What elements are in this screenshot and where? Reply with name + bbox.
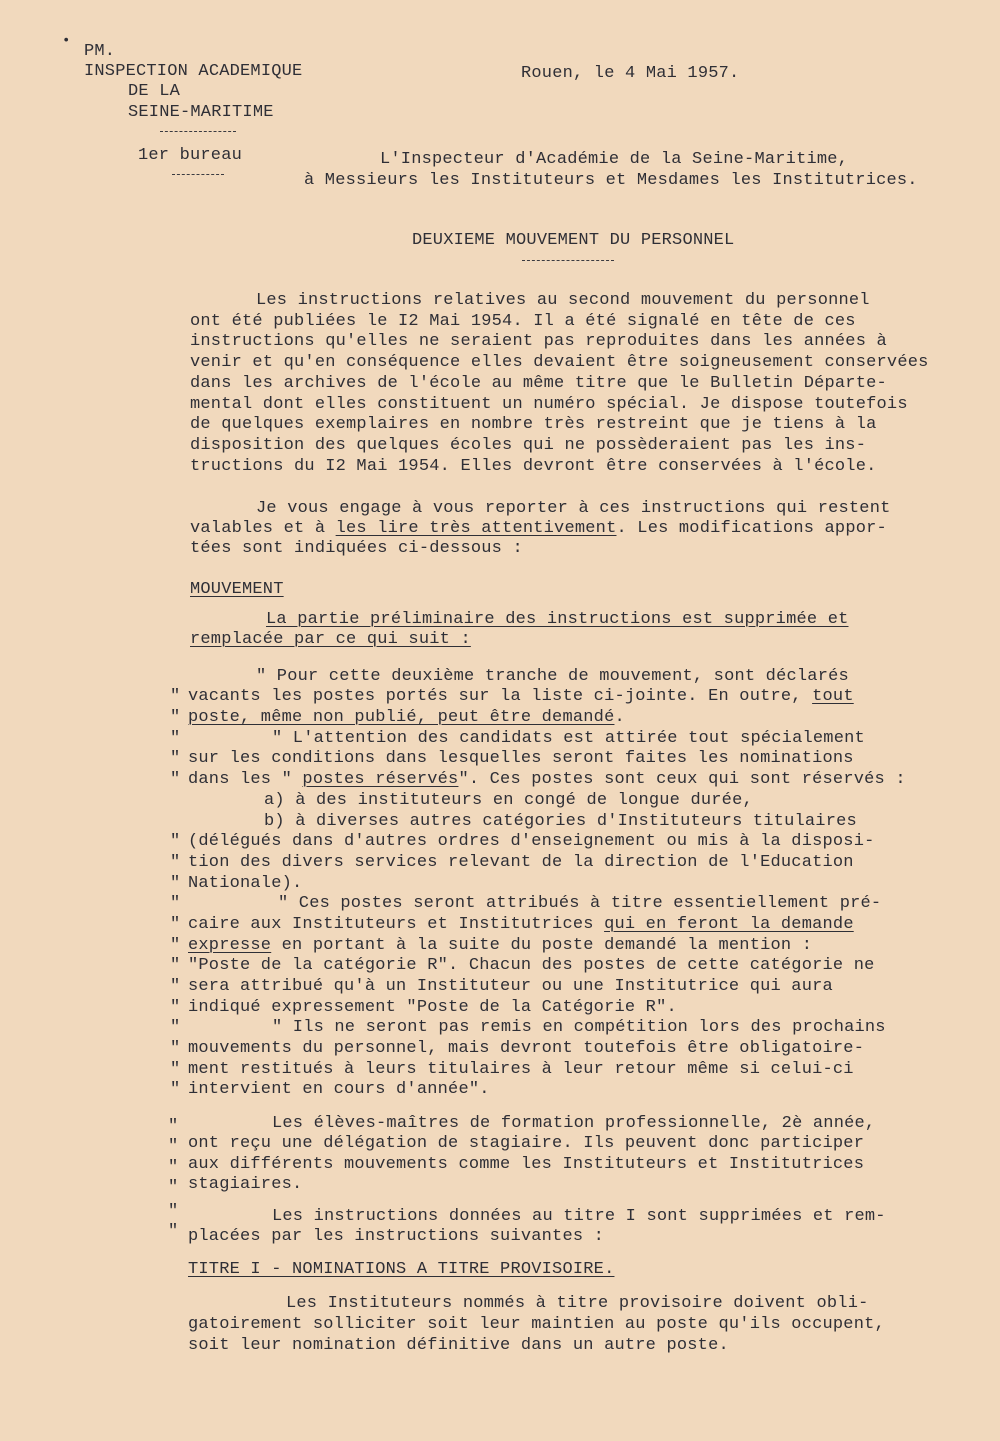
margin-quote: " — [170, 874, 181, 893]
para1-line-5: dans les archives de l'école au même titre que le Bulletin Départe- — [190, 374, 887, 393]
org-line-2: DE LA — [128, 82, 181, 101]
quote-line-2: vacants les postes portés sur la liste ci-jointe. En outre, tout — [188, 687, 854, 706]
org-line-1: INSPECTION ACADEMIQUE — [84, 62, 303, 81]
margin-quote: " — [170, 894, 181, 913]
final-line-2: gatoirement solliciter soit leur maintien au poste qu'ils occupent, — [188, 1315, 885, 1334]
quote-line-10: tion des divers services relevant de la direction de l'Education — [188, 853, 854, 872]
quote-line-6: dans les " postes réservés". Ces postes sont ceux qui sont réservés : — [188, 770, 906, 789]
margin-quote: " — [170, 770, 181, 789]
para1-line-6: mental dont elles constituent un numéro spécial. Je dispose toutefois — [190, 395, 908, 414]
date-line: Rouen, le 4 Mai 1957. — [521, 64, 740, 83]
margin-quote: " — [170, 915, 181, 934]
margin-quote: " — [170, 853, 181, 872]
quote-line-15: "Poste de la catégorie R". Chacun des postes de cette catégorie ne — [188, 956, 875, 975]
eleves-line-1: Les élèves-maîtres de formation professionnelle, 2è année, — [272, 1114, 876, 1133]
titre-intro-line-2: placées par les instructions suivantes : — [188, 1227, 605, 1246]
final-line-3: soit leur nomination définitive dans un autre poste. — [188, 1336, 729, 1355]
emphasis-underline: les lire très attentivement — [335, 519, 617, 538]
margin-quote: " — [168, 1222, 179, 1241]
para1-line-9: tructions du I2 Mai 1954. Elles devront être conservées à l'école. — [190, 457, 877, 476]
eleves-line-4: stagiaires. — [188, 1175, 303, 1194]
quote-line-4: " L'attention des candidats est attirée tout spécialement — [272, 729, 865, 748]
bureau-label: 1er bureau — [138, 146, 243, 165]
margin-quote: " — [168, 1117, 179, 1136]
quote-line-21: intervient en cours d'année". — [188, 1080, 490, 1099]
quote-line-13: caire aux Instituteurs et Institutrices qui en feront la demande — [188, 915, 854, 934]
para1-line-2: ont été publiées le I2 Mai 1954. Il a été signalé en tête de ces — [190, 312, 856, 331]
margin-quote: " — [170, 832, 181, 851]
eleves-line-3: aux différents mouvements comme les Instituteurs et Institutrices — [188, 1155, 865, 1174]
quote-line-11: Nationale). — [188, 874, 303, 893]
document-title: DEUXIEME MOUVEMENT DU PERSONNEL — [412, 231, 735, 250]
mouvement-intro-line-1: La partie préliminaire des instructions est supprimée et — [266, 610, 849, 629]
eleves-line-2: ont reçu une délégation de stagiaire. Ils peuvent donc participer — [188, 1134, 865, 1153]
quote-line-16: sera attribué qu'à un Instituteur ou une Institutrice qui aura — [188, 977, 833, 996]
mouvement-intro-line-2: remplacée par ce qui suit : — [190, 630, 471, 649]
quote-line-7: a) à des instituteurs en congé de longue durée, — [264, 791, 753, 810]
titre-heading: TITRE I - NOMINATIONS A TITRE PROVISOIRE. — [188, 1260, 615, 1279]
margin-quote: " — [170, 977, 181, 996]
margin-quote: " — [168, 1158, 179, 1177]
para1-line-8: disposition des quelques écoles qui ne possèderaient pas les ins- — [190, 436, 867, 455]
margin-quote: " — [170, 749, 181, 768]
quote-line-20: ment restitués à leurs titulaires à leur retour même si celui-ci — [188, 1060, 854, 1079]
margin-quote: " — [170, 1080, 181, 1099]
margin-quote: " — [170, 1060, 181, 1079]
corner-mark: • — [62, 33, 71, 49]
quote-line-12: " Ces postes seront attribués à titre essentiellement pré- — [278, 894, 882, 913]
margin-quote: " — [170, 708, 181, 727]
org-line-3: SEINE-MARITIME — [128, 103, 274, 122]
final-line-1: Les Instituteurs nommés à titre provisoire doivent obli- — [286, 1294, 869, 1313]
para1-line-7: de quelques exemplaires en nombre très restreint que je tiens à la — [190, 415, 877, 434]
margin-quote: " — [170, 1018, 181, 1037]
recipient-line: à Messieurs les Instituteurs et Mesdames les Institutrices. — [304, 171, 918, 190]
margin-quote: " — [170, 956, 181, 975]
margin-quote: " — [168, 1137, 179, 1156]
quote-line-19: mouvements du personnel, mais devront toutefois être obligatoire- — [188, 1039, 865, 1058]
para2-line-1: Je vous engage à vous reporter à ces instructions qui restent — [256, 499, 891, 518]
margin-quote: " — [170, 729, 181, 748]
quote-line-17: indiqué expressement "Poste de la Catégorie R". — [188, 998, 677, 1017]
para1-line-1: Les instructions relatives au second mouvement du personnel — [256, 291, 870, 310]
author-initials: PM. — [84, 42, 116, 61]
para1-line-3: instructions qu'elles ne seraient pas reproduites dans les années à — [190, 332, 887, 351]
title-separator — [522, 260, 614, 261]
mouvement-heading: MOUVEMENT — [190, 580, 284, 599]
margin-quote: " — [168, 1178, 179, 1197]
margin-quote: " — [170, 687, 181, 706]
quote-line-14: expresse en portant à la suite du poste demandé la mention : — [188, 936, 813, 955]
quote-line-8: b) à diverses autres catégories d'Instituteurs titulaires — [264, 812, 857, 831]
margin-quote: " — [168, 1202, 179, 1221]
quote-line-3: poste, même non publié, peut être demandé. — [188, 708, 625, 727]
para2-line-2: valables et à les lire très attentivement. Les modifications appor- — [190, 519, 887, 538]
margin-quote: " — [170, 1039, 181, 1058]
quote-line-1: " Pour cette deuxième tranche de mouvement, sont déclarés — [256, 667, 849, 686]
bureau-separator — [172, 174, 224, 175]
para1-line-4: venir et qu'en conséquence elles devaient être soigneusement conservées — [190, 353, 929, 372]
org-separator — [160, 131, 236, 132]
quote-line-9: (délégués dans d'autres ordres d'enseignement ou mis à la disposi- — [188, 832, 875, 851]
quote-line-5: sur les conditions dans lesquelles seront faites les nominations — [188, 749, 854, 768]
para2-line-3: tées sont indiquées ci-dessous : — [190, 539, 523, 558]
margin-quote: " — [170, 998, 181, 1017]
margin-quote: " — [170, 936, 181, 955]
titre-intro-line-1: Les instructions données au titre I sont supprimées et rem- — [272, 1207, 886, 1226]
quote-line-18: " Ils ne seront pas remis en compétition lors des prochains — [272, 1018, 886, 1037]
sender-line: L'Inspecteur d'Académie de la Seine-Maritime, — [380, 150, 849, 169]
